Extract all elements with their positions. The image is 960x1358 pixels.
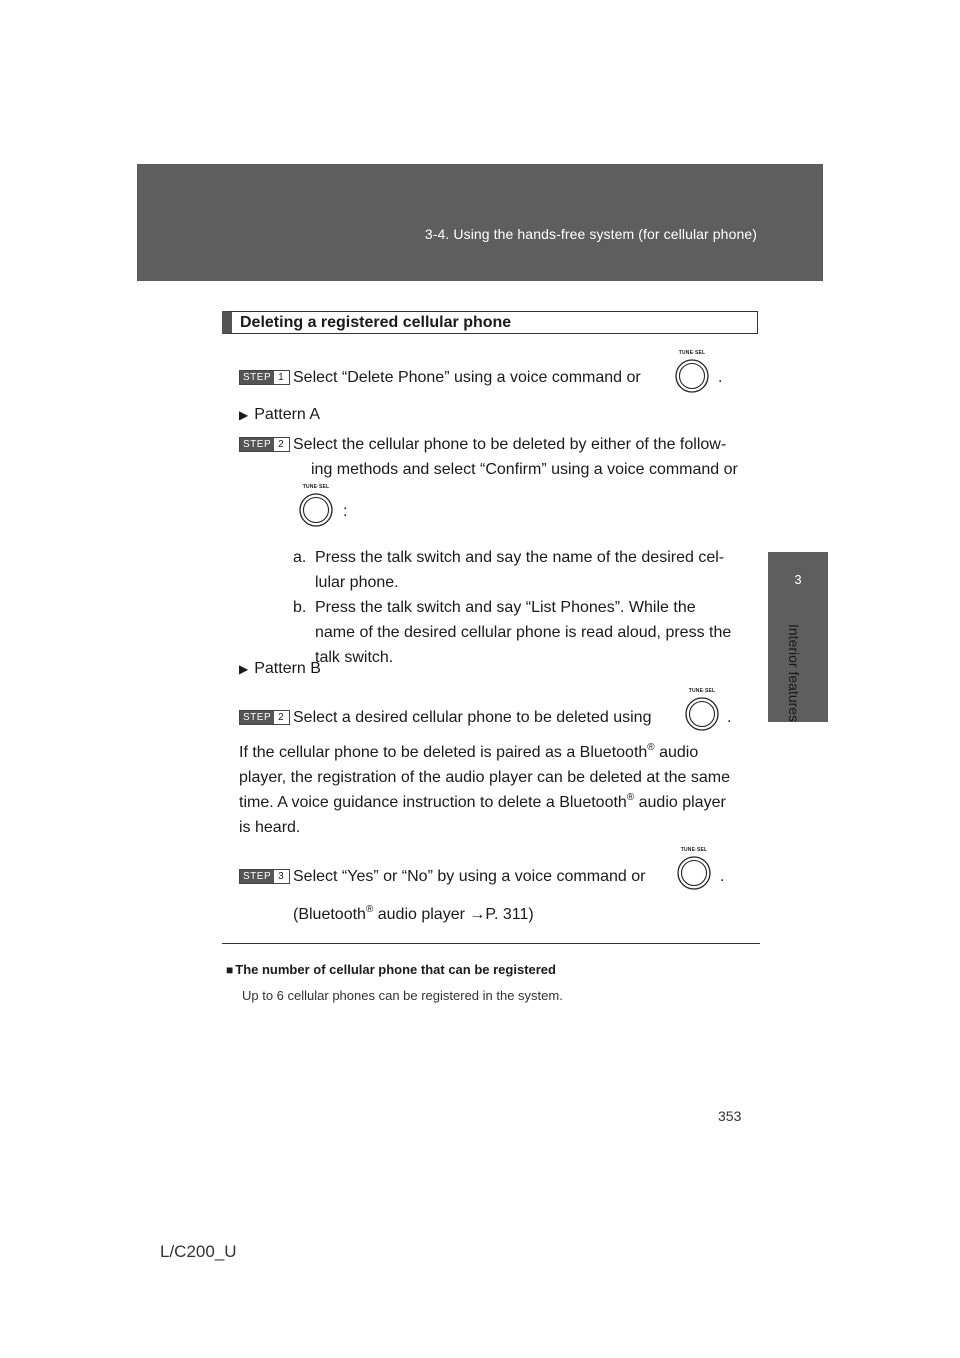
item-a-line-1: Press the talk switch and say the name of the desired cel- <box>315 549 725 566</box>
tune-sel-knob-icon <box>672 847 716 891</box>
step-label: STEP <box>240 711 274 724</box>
note-body: Up to 6 cellular phones can be registered in the system. <box>242 988 563 1003</box>
step-number: 3 <box>278 871 284 882</box>
step-1-text: Select “Delete Phone” using a voice command or <box>293 369 641 386</box>
step-2b-text: Select a desired cellular phone to be deleted using <box>293 709 652 726</box>
step-number: 2 <box>278 439 284 450</box>
step-label: STEP <box>240 438 274 451</box>
step-2a-line-1: Select the cellular phone to be deleted by either of the follow- <box>293 436 727 453</box>
square-bullet-icon: ■ <box>226 963 234 977</box>
tune-sel-knob-icon <box>670 350 714 394</box>
tune-sel-knob-icon <box>294 484 338 528</box>
step-label: STEP <box>240 371 274 384</box>
step-2b-badge <box>239 710 290 725</box>
item-a-line-2: lular phone. <box>315 574 399 591</box>
step-1-end: . <box>718 369 723 386</box>
step-2a-colon: : <box>343 503 348 520</box>
step-1-badge <box>239 370 290 385</box>
paragraph-line-4: is heard. <box>239 819 301 836</box>
cross-reference: (Bluetooth® audio player →P. 311) <box>293 904 534 923</box>
knob-label: TUNE·SEL <box>678 350 706 356</box>
triangle-right-icon: ▶ <box>239 662 249 676</box>
header-section-title: 3-4. Using the hands-free system (for cellular phone) <box>424 226 757 242</box>
step-3-text: Select “Yes” or “No” by using a voice command or <box>293 868 646 885</box>
arrow-right-icon: → <box>469 906 486 923</box>
registered-mark: ® <box>626 792 635 803</box>
step-number: 1 <box>278 372 284 383</box>
chapter-label: Interior features <box>786 624 802 723</box>
pattern-b-heading: ▶ Pattern B <box>239 656 321 682</box>
step-2b-end: . <box>727 709 732 726</box>
registered-mark: ® <box>365 904 374 915</box>
item-b-line-3: talk switch. <box>315 649 394 666</box>
item-b-line-1: Press the talk switch and say “List Phones”. While the <box>315 599 696 616</box>
step-number: 2 <box>278 712 284 723</box>
item-b-line-2: name of the desired cellular phone is read aloud, press the <box>315 624 732 641</box>
model-code: L/C200_U <box>160 1242 237 1261</box>
registered-mark: ® <box>647 742 655 753</box>
triangle-right-icon: ▶ <box>239 408 249 422</box>
page-number: 353 <box>718 1108 742 1124</box>
paragraph-line-2: player, the registration of the audio player can be deleted at the same <box>239 769 730 786</box>
item-a-marker: a. <box>293 549 307 566</box>
divider <box>222 943 760 944</box>
knob-label: TUNE·SEL <box>680 847 708 853</box>
paragraph-line-3: time. A voice guidance instruction to delete a Bluetooth® audio player <box>239 792 726 811</box>
header-band <box>137 164 823 281</box>
note-title: ■ The number of cellular phone that can be registered <box>226 962 556 977</box>
tune-sel-knob-icon <box>680 688 724 732</box>
step-3-end: . <box>720 868 725 885</box>
knob-label: TUNE·SEL <box>688 688 716 694</box>
pattern-a-heading: ▶ Pattern A <box>239 402 320 428</box>
chapter-number: 3 <box>794 572 802 587</box>
paragraph-line-1: If the cellular phone to be deleted is paired as a Bluetooth® audio <box>239 742 699 761</box>
step-label: STEP <box>240 870 274 883</box>
step-3-badge <box>239 869 290 884</box>
step-2a-badge <box>239 437 290 452</box>
item-b-marker: b. <box>293 599 307 616</box>
section-title: Deleting a registered cellular phone <box>222 311 758 334</box>
step-2a-line-2: ing methods and select “Confirm” using a voice command or <box>311 461 738 478</box>
knob-label: TUNE·SEL <box>302 484 330 490</box>
